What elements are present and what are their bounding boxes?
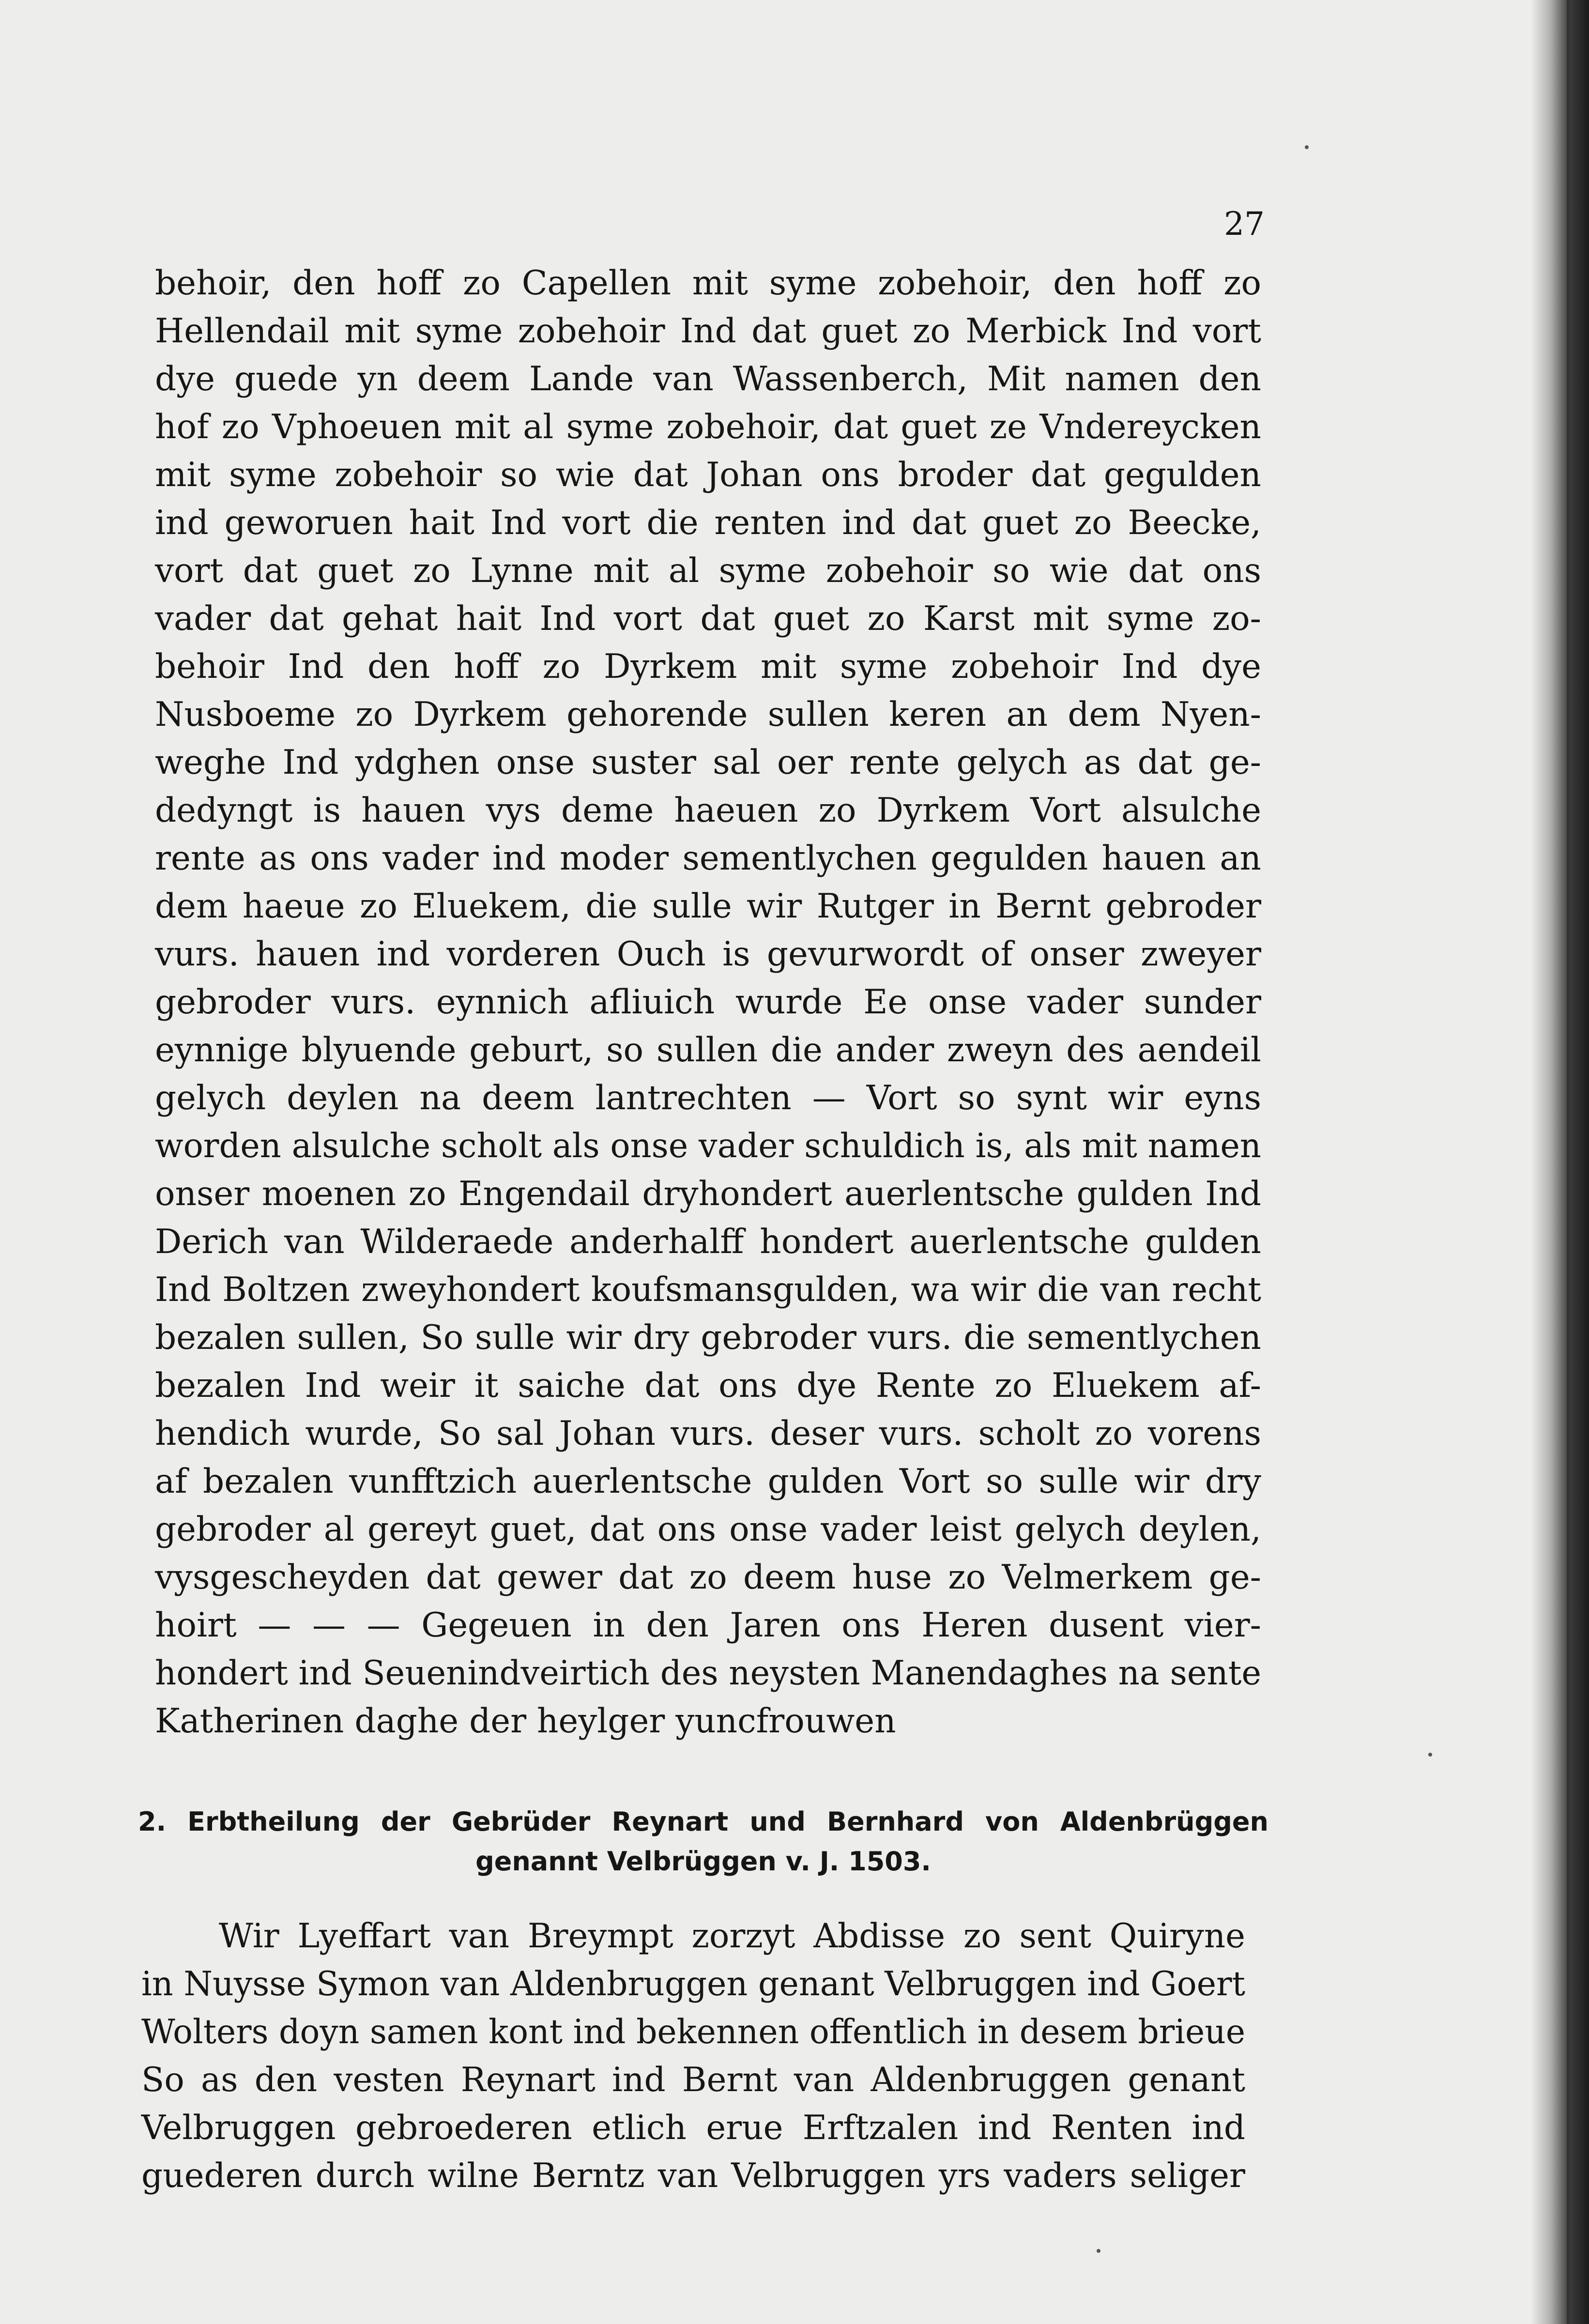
text-line: dedyngt is hauen vys deme haeuen zo Dyrkem Vort alsulche: [155, 791, 1261, 830]
text-line: in Nuysse Symon van Aldenbruggen genant Velbruggen ind Goert: [141, 1965, 1245, 2003]
text-line: gelych deylen na deem lantrechten — Vort so synt wir eyns: [155, 1079, 1261, 1117]
text-line: behoir Ind den hoff zo Dyrkem mit syme zobehoir Ind dye: [155, 647, 1261, 686]
text-line: Katherinen daghe der heylger yuncfrouwen: [155, 1702, 896, 1741]
text-line: af bezalen vunfftzich auerlentsche gulden Vort so sulle wir dry: [155, 1462, 1261, 1501]
text-line: behoir, den hoff zo Capellen mit syme zobehoir, den hoff zo: [155, 264, 1261, 303]
page-number: 27: [1224, 205, 1265, 243]
text-line: Derich van Wilderaede anderhalff hondert auerlentsche gulden: [155, 1223, 1261, 1261]
text-line: bezalen sullen, So sulle wir dry gebroder vurs. die sementlychen: [155, 1318, 1261, 1357]
text-line: So as den vesten Reynart ind Bernt van Aldenbruggen genant: [141, 2061, 1245, 2099]
section-2-text: [141, 1912, 1245, 2200]
heading-line: genannt Velbrüggen v. J. 1503.: [475, 1846, 931, 1877]
text-line: vader dat gehat hait Ind vort dat guet zo Karst mit syme zo-: [155, 599, 1261, 638]
text-line: vysgescheyden dat gewer dat zo deem huse zo Velmerkem ge-: [155, 1558, 1261, 1597]
page-binding-line: [1567, 0, 1570, 2324]
text-line: Wolters doyn samen kont ind bekennen offentlich in desem brieue: [141, 2013, 1245, 2051]
text-line: Wir Lyeffart van Breympt zorzyt Abdisse zo sent Quiryne: [219, 1917, 1245, 1956]
text-line: Velbruggen gebroederen etlich erue Erftzalen ind Renten ind: [141, 2109, 1245, 2147]
section-1-text: [155, 260, 1261, 1745]
section-2-heading: [138, 1802, 1268, 1881]
scan-speck: [1097, 2249, 1100, 2253]
text-line: gebroder vurs. eynnich afliuich wurde Ee onse vader sunder: [155, 983, 1261, 1022]
text-line: Nusboeme zo Dyrkem gehorende sullen keren an dem Nyen-: [155, 695, 1261, 734]
text-line: bezalen Ind weir it saiche dat ons dye Rente zo Eluekem af-: [155, 1366, 1261, 1405]
text-line: dem haeue zo Eluekem, die sulle wir Rutger in Bernt gebroder: [155, 887, 1261, 926]
text-line: ind geworuen hait Ind vort die renten ind dat guet zo Beecke,: [155, 504, 1261, 542]
text-line: onser moenen zo Engendail dryhondert auerlentsche gulden Ind: [155, 1175, 1261, 1213]
text-line: mit syme zobehoir so wie dat Johan ons broder dat gegulden: [155, 456, 1261, 494]
text-line: hof zo Vphoeuen mit al syme zobehoir, dat guet ze Vndereycken: [155, 408, 1261, 446]
text-line: hondert ind Seuenindveirtich des neysten Manendaghes na sente: [155, 1654, 1261, 1693]
text-line: weghe Ind ydghen onse suster sal oer rente gelych as dat ge-: [155, 743, 1261, 782]
scan-speck: [1305, 145, 1309, 149]
text-line: vort dat guet zo Lynne mit al syme zobehoir so wie dat ons: [155, 551, 1261, 590]
text-line: hendich wurde, So sal Johan vurs. deser vurs. scholt zo vorens: [155, 1414, 1261, 1453]
text-line: gebroder al gereyt guet, dat ons onse vader leist gelych deylen,: [155, 1510, 1261, 1549]
text-line: worden alsulche scholt als onse vader schuldich is, als mit namen: [155, 1127, 1261, 1165]
text-line: dye guede yn deem Lande van Wassenberch, Mit namen den: [155, 360, 1261, 398]
text-line: hoirt — — — Gegeuen in den Jaren ons Heren dusent vier-: [155, 1606, 1261, 1645]
scan-speck: [1428, 1753, 1432, 1757]
text-line: rente as ons vader ind moder sementlychen gegulden hauen an: [155, 839, 1261, 878]
text-line: vurs. hauen ind vorderen Ouch is gevurwordt of onser zweyer: [155, 935, 1261, 974]
text-line: eynnige blyuende geburt, so sullen die ander zweyn des aendeil: [155, 1031, 1261, 1070]
text-line: guederen durch wilne Berntz van Velbruggen yrs vaders seliger: [141, 2156, 1245, 2195]
text-line: Ind Boltzen zweyhondert koufsmansgulden, wa wir die van recht: [155, 1270, 1261, 1309]
page-binding-edge: [1531, 0, 1589, 2324]
text-line: Hellendail mit syme zobehoir Ind dat guet zo Merbick Ind vort: [155, 312, 1261, 351]
heading-line: 2. Erbtheilung der Gebrüder Reynart und Bernhard von Aldenbrüggen: [138, 1806, 1268, 1837]
